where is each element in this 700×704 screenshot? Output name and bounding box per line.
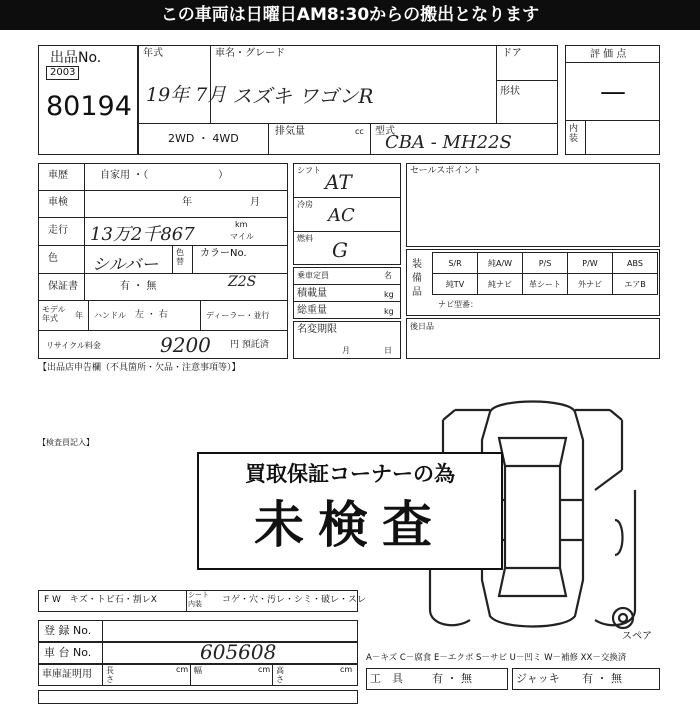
mileage-value: 13万2千867 xyxy=(90,224,195,245)
gross-unit: kg xyxy=(384,307,394,316)
inspection-label: 車検 xyxy=(48,197,68,208)
equipment-cell: S/R xyxy=(432,252,478,274)
handle-label: ハンドル xyxy=(94,311,126,320)
spare-label: スペア xyxy=(622,631,652,642)
model-year-label: モデル年式 xyxy=(42,305,66,323)
equipment-label: 装備品 xyxy=(412,259,422,298)
equipment-cell: P/W xyxy=(567,252,613,274)
ac-label: 冷房 xyxy=(297,200,313,209)
recycle-value: 9200 xyxy=(160,333,211,357)
stamp-line2: 未検査 xyxy=(254,496,446,554)
interior-label: 内装 xyxy=(569,124,579,144)
displacement-label: 排気量 xyxy=(275,126,305,137)
equipment-cell: エアB xyxy=(612,273,658,295)
color-label: 色 xyxy=(48,253,58,264)
handle-value: 左 ・ 右 xyxy=(135,310,168,320)
inspection-year: 年 xyxy=(182,197,192,208)
stamp-line1: 買取保証コーナーの為 xyxy=(245,462,455,486)
shape-label: 形状 xyxy=(500,86,520,97)
lot-sub-number: 2003 xyxy=(46,66,79,80)
mileage-label: 走行 xyxy=(48,225,68,236)
top-banner: この車両は日曜日AM8:30からの搬出となります xyxy=(0,0,700,30)
history-value: 自家用 ・（ ） xyxy=(100,170,229,181)
retrofit-box xyxy=(406,318,660,359)
door-label: ドア xyxy=(502,48,522,59)
length-cm: cm xyxy=(176,665,189,674)
rename-label: 名変期限 xyxy=(297,324,337,335)
dealer-label: ディーラー・並行 xyxy=(206,311,270,320)
load-unit: kg xyxy=(384,290,394,299)
warranty-value: 有 ・ 無 xyxy=(120,281,157,292)
fuel-value: G xyxy=(332,238,348,262)
fw-label: F W キズ・トビ石・割レX xyxy=(44,595,157,605)
recycle-unit: 円 預託済 xyxy=(230,340,269,350)
year-label: 年式 xyxy=(143,48,163,59)
lot-number: 80194 xyxy=(46,91,132,122)
garage-cert-label: 車庫証明用 xyxy=(42,669,92,680)
equipment-cell: 純TV xyxy=(432,273,478,295)
warranty-label: 保証書 xyxy=(48,281,78,292)
score-value: — xyxy=(600,77,626,107)
height-cm: cm xyxy=(340,665,353,674)
inspection-month: 月 xyxy=(250,197,260,208)
shift-label: シフト xyxy=(297,166,321,175)
equipment-cell: ABS xyxy=(612,252,658,274)
seat-value: コゲ・穴・汚レ・シミ・破レ・スレ xyxy=(222,595,367,605)
score-label: 評 価 点 xyxy=(590,49,627,60)
color-no-value: Z2S xyxy=(228,274,257,290)
registration-label: 登 録 No. xyxy=(44,624,92,637)
rename-month: 月 xyxy=(342,346,350,355)
chassis-label: 車 台 No. xyxy=(44,646,92,659)
model-label: 型式 xyxy=(375,126,395,137)
drive-label: 2WD ・ 4WD xyxy=(168,132,239,145)
tools-value: 有 ・ 無 xyxy=(432,672,472,685)
capacity-label: 乗車定員 xyxy=(297,271,329,280)
jack-value: 有 ・ 無 xyxy=(582,672,622,685)
car-name-value: スズキ ワゴンR xyxy=(232,84,374,108)
fuel-label: 燃料 xyxy=(297,234,313,243)
capacity-unit: 名 xyxy=(384,271,392,280)
shift-value: AT xyxy=(325,170,352,194)
color-no-label: カラーNo. xyxy=(200,248,247,259)
width-label: 幅 xyxy=(194,666,202,675)
model-year-nen: 年 xyxy=(75,311,83,320)
color-change-label: 色替 xyxy=(176,248,184,266)
gross-label: 総重量 xyxy=(297,305,327,316)
km-label: km xyxy=(235,220,248,229)
equipment-cell: 革シート xyxy=(522,273,568,295)
length-label: 長さ xyxy=(106,666,114,684)
equipment-cell: 純A/W xyxy=(477,252,523,274)
width-cm: cm xyxy=(258,665,271,674)
year-value: 19年 7月 xyxy=(146,84,227,106)
mile-label: マイル xyxy=(230,232,254,241)
color-value: シルバー xyxy=(92,255,159,275)
load-label: 積載量 xyxy=(297,288,327,299)
tools-label: 工 具 xyxy=(370,672,403,685)
lot-label: 出品No. xyxy=(50,50,102,66)
equipment-cell: P/S xyxy=(522,252,568,274)
history-label: 車歴 xyxy=(48,170,68,181)
damage-legend: A－キズ C－腐食 E－エクボ S－サビ U－凹ミ W－補修 XX－交換済 xyxy=(366,653,627,663)
cc-label: cc xyxy=(355,127,364,136)
car-name-label: 車名・グレード xyxy=(215,48,285,59)
ac-value: AC xyxy=(328,205,355,226)
jack-label: ジャッキ xyxy=(516,672,560,685)
extra-row xyxy=(38,690,358,704)
equipment-cell: 外ナビ xyxy=(567,273,613,295)
height-label: 高さ xyxy=(276,666,284,684)
sales-point-label: セールスポイント xyxy=(410,166,482,176)
chassis-value: 605608 xyxy=(200,640,277,664)
inspector-label: 【検査員記入】 xyxy=(38,438,94,447)
model-value: CBA - MH22S xyxy=(385,132,512,153)
equipment-cell: 純ナビ xyxy=(477,273,523,295)
retrofit-label: 後日品 xyxy=(410,322,434,331)
seat-label: シート内装 xyxy=(188,591,209,608)
rename-day: 日 xyxy=(384,346,392,355)
notes-label: 【出品店申告欄（不具箇所・欠品・注意事項等）】 xyxy=(38,363,241,373)
recycle-label: リサイクル料金 xyxy=(46,341,101,350)
navi-label: ナビ型番： xyxy=(438,300,478,309)
